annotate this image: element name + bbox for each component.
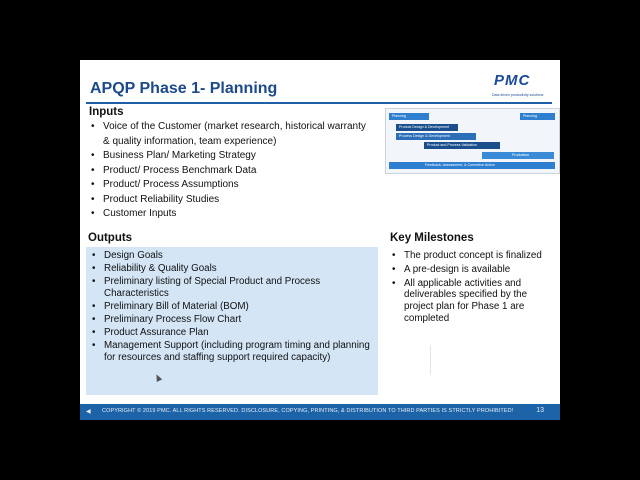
slide-title: APQP Phase 1- Planning: [90, 80, 278, 97]
diagram-bar-planning-left: Planning: [389, 113, 429, 120]
list-item: • Voice of the Customer (market research, historical warranty & quality information, team experience): [89, 120, 369, 149]
footer-arrow-icon: ◀: [86, 409, 91, 415]
milestones-heading: Key Milestones: [390, 232, 474, 244]
list-item: • Design Goals: [90, 250, 375, 263]
list-item: • Product Reliability Studies: [89, 193, 369, 208]
diagram-bar-feedback: Feedback, Assessment, & Corrective Action: [389, 162, 555, 169]
list-item: • Customer Inputs: [89, 207, 369, 222]
outputs-list: [90, 250, 375, 365]
list-item: • The product concept is finalized: [390, 250, 555, 262]
copyright-text: COPYRIGHT © 2019 PMC. ALL RIGHTS RESERVED. DISCLOSURE, COPYING, PRINTING, & DISTRIBUTION TO THIRD PARTIES IS STRICTLY PROHIBITED!: [102, 408, 514, 414]
logo-text: PMC: [494, 72, 531, 89]
list-item: • A pre-design is available: [390, 264, 555, 276]
list-item: • Product/ Process Assumptions: [89, 178, 369, 193]
apqp-phase-diagram: [385, 108, 560, 174]
title-divider: [86, 102, 552, 104]
list-item: • Reliability & Quality Goals: [90, 263, 375, 276]
slide: [80, 60, 560, 420]
diagram-bar-planning-right: Planning: [520, 113, 555, 120]
list-item: • Preliminary listing of Special Product and Process Characteristics: [90, 276, 375, 302]
list-item: • Preliminary Process Flow Chart: [90, 314, 375, 327]
milestones-list: [390, 250, 555, 327]
pmc-logo: [492, 72, 554, 102]
slide-footer: [80, 404, 560, 420]
diagram-bar-process-design: Process Design & Development: [396, 133, 476, 140]
diagram-bar-validation: Product and Process Validation: [424, 142, 500, 149]
page-number: 13: [536, 407, 544, 414]
outputs-heading: Outputs: [88, 232, 133, 244]
logo-tagline: Data driven productivity solutions: [492, 93, 544, 97]
list-item: • All applicable activities and deliverables specified by the project plan for Phase 1 are completed: [390, 278, 555, 325]
list-item: • Product/ Process Benchmark Data: [89, 164, 369, 179]
inputs-heading: Inputs: [89, 106, 124, 118]
list-item: • Business Plan/ Marketing Strategy: [89, 149, 369, 164]
list-item: • Product Assurance Plan: [90, 327, 375, 340]
diagram-bar-production: Production: [482, 152, 554, 159]
divider-line: [430, 345, 431, 375]
list-item: • Preliminary Bill of Material (BOM): [90, 301, 375, 314]
list-item: • Management Support (including program timing and planning for resources and staffing support required capacity): [90, 340, 375, 366]
inputs-list: [89, 120, 369, 222]
diagram-bar-product-design: Product Design & Development: [396, 124, 458, 131]
